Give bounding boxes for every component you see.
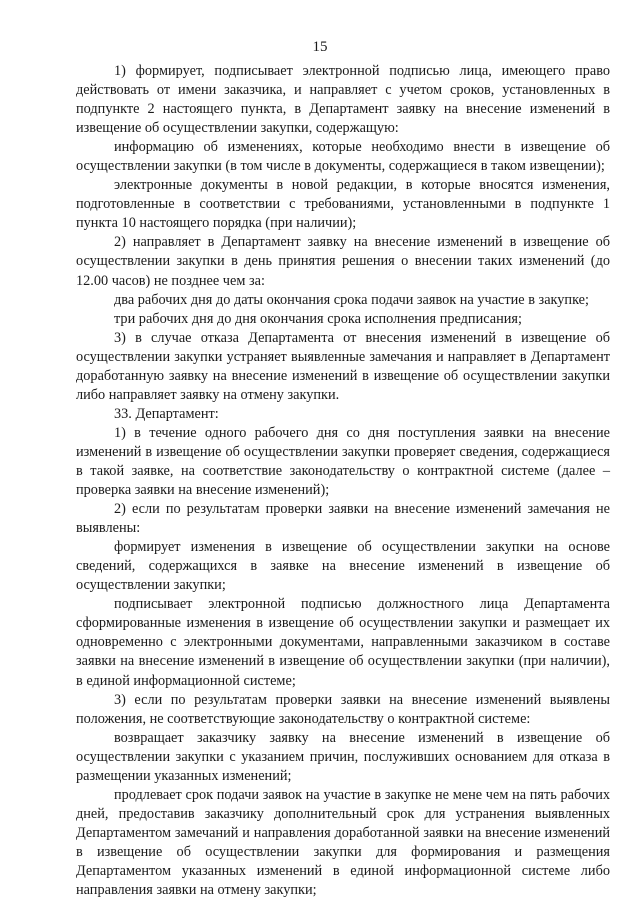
paragraph-5: два рабочих дня до даты окончания срока подачи заявок на участие в закупке; (114, 291, 589, 308)
paragraph-6: три рабочих дня до дня окончания срока исполнения предписания; (114, 310, 522, 327)
paragraph-14: возвращает заказчику заявку на внесение изменений в извещение об осуществлении закупки с указанием причин, послуживших основанием для отказа в размещении указанных изменений; (76, 729, 610, 784)
paragraph-13: 3) если по результатам проверки заявки на внесение изменений выявлены положения, не соответствующие законодательству о контрактной системе: (76, 691, 610, 727)
document-body (76, 62, 610, 900)
paragraph-9: 1) в течение одного рабочего дня со дня поступления заявки на внесение изменений в извещение об осуществлении закупки проверяет сведения, содержащиеся в такой заявке, на соответствие законодательству о контрактной системе (далее – проверка заявки на внесение изменений); (76, 424, 610, 499)
paragraph-2: информацию об изменениях, которые необходимо внести в извещение об осуществлении закупки (в том числе в документы, содержащиеся в таком извещении); (76, 139, 610, 175)
paragraph-7: 3) в случае отказа Департамента от внесения изменений в извещение об осуществлении закупки устраняет выявленные замечания и направляет в Департамент доработанную заявку на внесение изменений в извещение об осуществлении закупки либо направляет заявку на отмену закупки. (76, 329, 610, 403)
paragraph-10: 2) если по результатам проверки заявки на внесение изменений замечания не выявлены: (76, 501, 610, 537)
paragraph-1: 1) формирует, подписывает электронной подписью лица, имеющего право действовать от имени заказчика, и направляет с учетом сроков, установленных в подпункте 2 настоящего пункта, в Департамент заявку на внесение изменений в извещение об осуществлении закупки, содержащую: (76, 63, 610, 137)
paragraph-3: электронные документы в новой редакции, в которые вносятся изменения, подготовленные в соответствии с требованиями, установленными в подпункте 1 пункта 10 настоящего порядка (при наличии); (76, 177, 610, 232)
page-number: 15 (312, 39, 328, 55)
paragraph-15: продлевает срок подачи заявок на участие в закупке не мене чем на пять рабочих дней, предоставив заказчику дополнительный срок для устранения выявленных Департаментом замечаний и направления доработанной заявки на внесение изменений в извещение об осуществлении закупки для формирования и размещения Департаментом указанных изменений в единой информационной системе либо направления заявки на отмену закупки; (76, 786, 610, 899)
paragraph-12: подписывает электронной подписью должностного лица Департамента сформированные изменения в извещение об осуществлении закупки и размещает их одновременно с электронными документами, направленными заказчиком в составе заявки на внесение изменений в извещение об осуществлении закупки (при наличии), в единой информационной системе; (76, 596, 610, 689)
paragraph-4: 2) направляет в Департамент заявку на внесение изменений в извещение об осуществлении закупки в день принятия решения о внесении таких изменений (до 12.00 часов) не позднее чем за: (76, 234, 610, 289)
paragraph-8: 33. Департамент: (114, 405, 219, 422)
paragraph-11: формирует изменения в извещение об осуществлении закупки на основе сведений, содержащихся в заявке на внесение изменений в извещение об осуществлении закупки; (76, 539, 610, 594)
